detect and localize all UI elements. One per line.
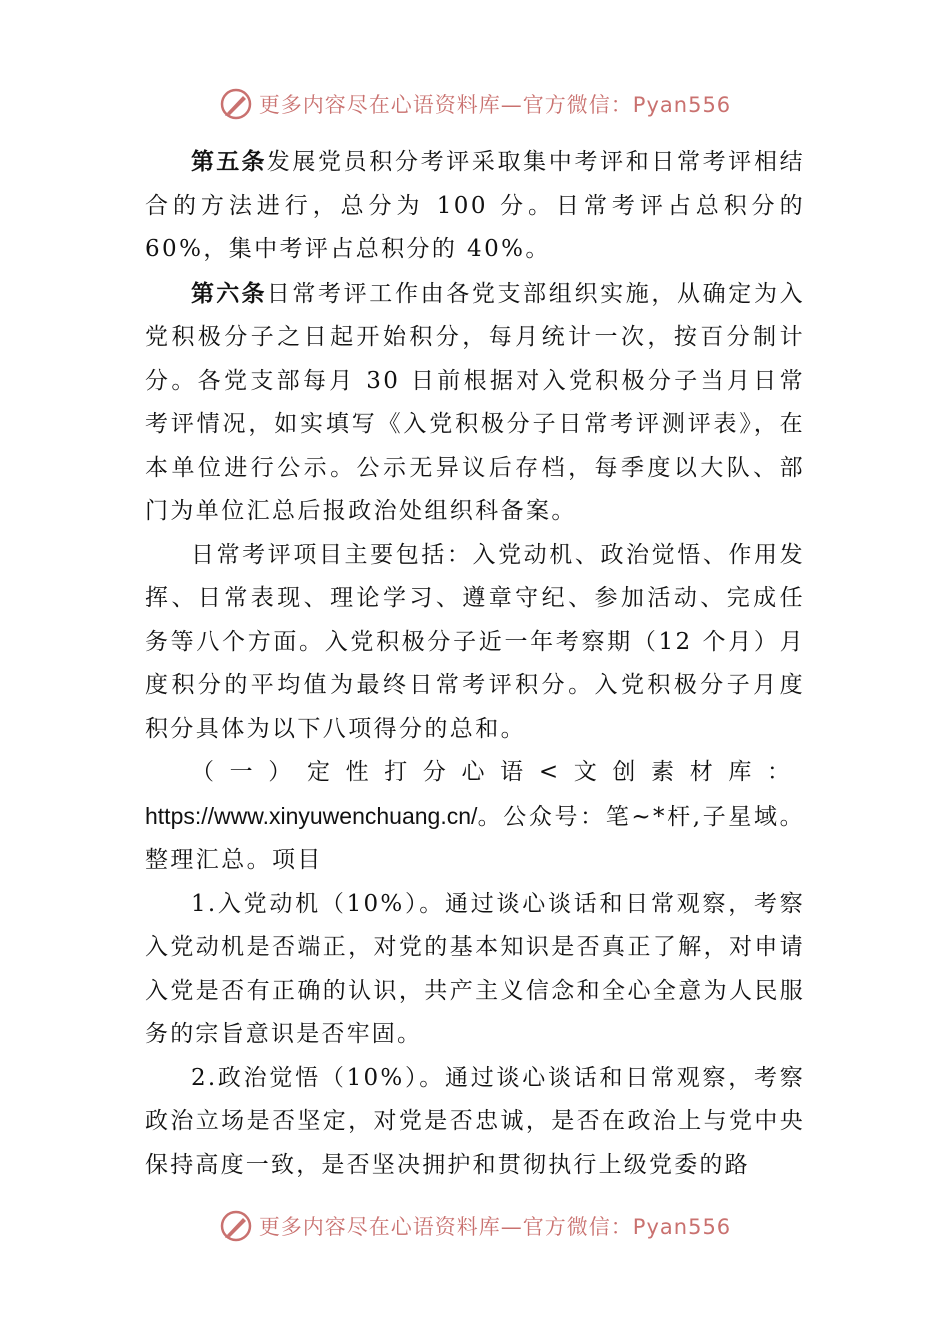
footer-watermark bbox=[0, 1206, 950, 1246]
article-5-paragraph bbox=[145, 140, 805, 272]
article-5-label: 第五条 bbox=[191, 148, 267, 175]
section-1-paragraph bbox=[145, 751, 805, 883]
pen-circle-icon bbox=[219, 87, 253, 121]
section-1-tail: 。公众号：笔~*杆,子星域。整理汇总。项目 bbox=[145, 803, 805, 873]
item-2-paragraph: 2.政治觉悟（10%）。通过谈心谈话和日常观察，考察政治立场是否坚定，对党是否忠诚，是否在政治上与党中央保持高度一致，是否坚决拥护和贯彻执行上级党委的路 bbox=[145, 1064, 805, 1178]
article-6-text: 日常考评工作由各党支部组织实施，从确定为入党积极分子之日起开始积分，每月统计一次，按百分制计分。各党支部每月 30 日前根据对入党积极分子当月日常考评情况，如实填写《入党积极分子日常考评测评表》，在本单位进行公示。公示无异议后存档，每季度以大队、部门为单位汇总后报政治处组织科备案。 bbox=[145, 280, 805, 524]
section-1-url: https://www.xinyuwenchuang.cn/ bbox=[145, 802, 478, 829]
pen-circle-icon bbox=[219, 1209, 253, 1243]
document-body bbox=[145, 140, 805, 1187]
article-6-paragraph bbox=[145, 272, 805, 534]
header-watermark bbox=[0, 84, 950, 124]
header-watermark-text: 更多内容尽在心语资料库—官方微信：Pyan556 bbox=[258, 93, 732, 117]
item-1-paragraph: 1.入党动机（10%）。通过谈心谈话和日常观察，考察入党动机是否端正，对党的基本知识是否真正了解，对申请入党是否有正确的认识，共产主义信念和全心全意为人民服务的宗旨意识是否牢固。 bbox=[145, 890, 805, 1047]
article-6-label: 第六条 bbox=[191, 279, 267, 307]
daily-items-paragraph: 日常考评项目主要包括：入党动机、政治觉悟、作用发挥、日常表现、理论学习、遵章守纪、参加活动、完成任务等八个方面。入党积极分子近一年考察期（12 个月）月度积分的平均值为最终日常考评积分。入党积极分子月度积分具体为以下八项得分的总和。 bbox=[145, 541, 805, 742]
section-1-heading: （一）定性打分心语<文创素材库： bbox=[191, 759, 805, 785]
article-5-text: 发展党员积分考评采取集中考评和日常考评相结合的方法进行，总分为 100 分。日常考评占总积分的 60%，集中考评占总积分的 40%。 bbox=[145, 149, 805, 262]
footer-watermark-text: 更多内容尽在心语资料库—官方微信：Pyan556 bbox=[258, 1215, 732, 1239]
